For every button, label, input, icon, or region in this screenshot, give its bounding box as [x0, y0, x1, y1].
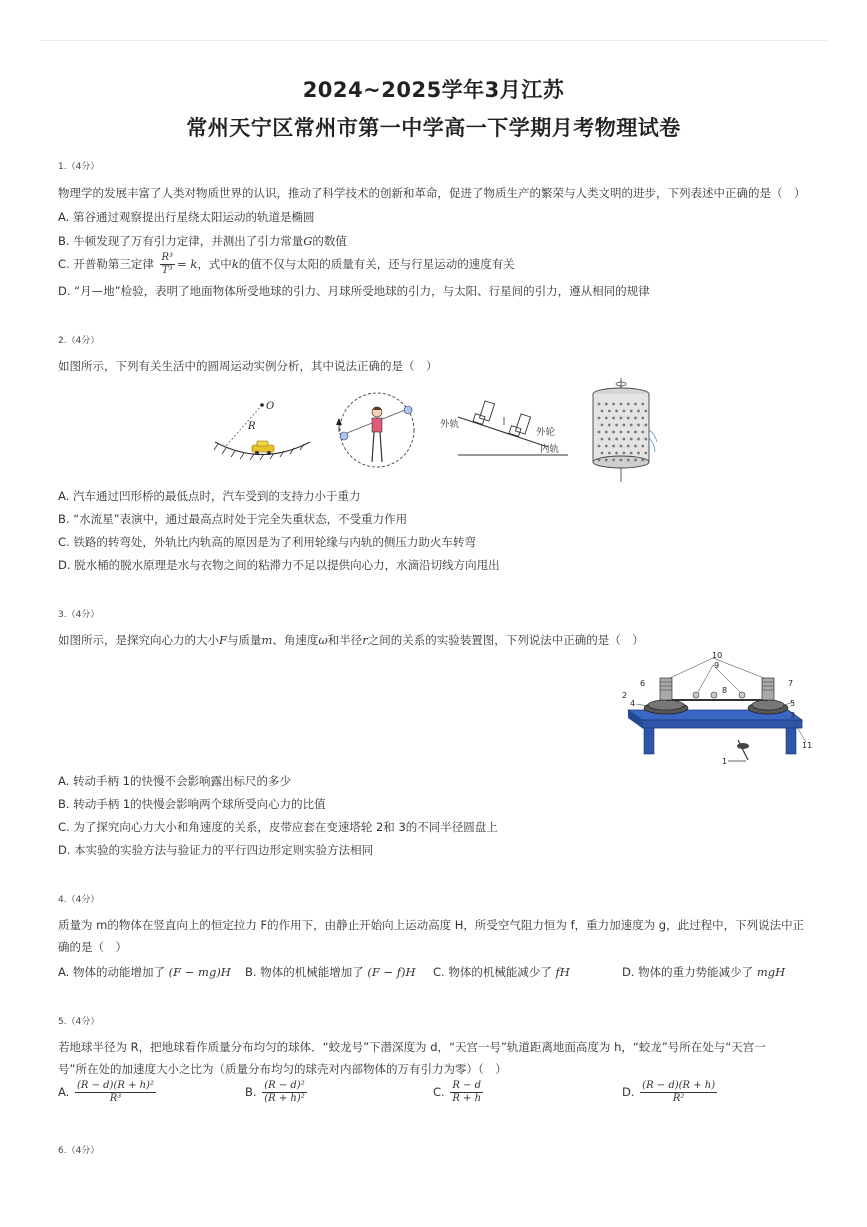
- question-4-option-d[interactable]: D. 物体的重力势能减少了 mgH: [622, 965, 786, 979]
- svg-text:2: 2: [622, 691, 628, 700]
- question-6-number: 6.（4分）: [58, 1146, 100, 1156]
- question-2-number: 2.（4分）: [58, 336, 100, 346]
- svg-text:5: 5: [790, 699, 796, 708]
- svg-text:10: 10: [712, 651, 723, 660]
- question-3-option-a[interactable]: A. 转动手柄 1的快慢不会影响露出标尺的多少: [58, 774, 291, 788]
- railway-curve-figure: [438, 397, 573, 459]
- svg-text:6: 6: [640, 679, 646, 688]
- question-5-stem-line2: 号”所在处的加速度大小之比为（质量分布均匀的球壳对内部物体的万有引力为零）（ ）: [58, 1062, 507, 1076]
- svg-text:9: 9: [714, 661, 720, 670]
- svg-text:8: 8: [722, 686, 728, 695]
- question-4-option-b[interactable]: B. 物体的机械能增加了 (F − f)H: [245, 965, 416, 979]
- question-2-option-d[interactable]: D. 脱水桶的脱水原理是水与衣物之间的粘滞力不足以提供向心力，水滴沿切线方向甩出: [58, 558, 500, 572]
- question-1-option-a[interactable]: A. 第谷通过观察提出行星绕太阳运动的轨道是椭圆: [58, 210, 315, 224]
- question-1-stem: 物理学的发展丰富了人类对物质世界的认识，推动了科学技术的创新和革命，促进了物质生产的繁荣与人类文明的进步，下列表述中正确的是（ ）: [58, 186, 806, 200]
- question-4-option-a[interactable]: A. 物体的动能增加了 (F − mg)H: [58, 965, 231, 979]
- question-5-number: 5.（4分）: [58, 1017, 100, 1027]
- question-2-option-b[interactable]: B. “水流星”表演中，通过最高点时处于完全失重状态，不受重力作用: [58, 512, 408, 526]
- svg-text:R: R: [248, 421, 256, 432]
- svg-text:内轨: 内轨: [540, 444, 560, 455]
- page-title-line1: 2024~2025学年3月江苏: [302, 78, 565, 102]
- svg-text:外轮: 外轮: [536, 427, 556, 438]
- svg-text:3: 3: [790, 711, 796, 720]
- question-2-option-a[interactable]: A. 汽车通过凹形桥的最低点时，汽车受到的支持力小于重力: [58, 489, 361, 503]
- question-1-number: 1.（4分）: [58, 162, 100, 172]
- question-5-option-d[interactable]: D. $\frac{(R - d)(R + h)}{\text{R²}}$: [622, 1080, 716, 1104]
- kepler-fraction: $\frac{\text{R³}}{\text{T³}}$: [161, 252, 174, 276]
- top-divider: [40, 40, 827, 41]
- question-1-option-d[interactable]: D. “月—地”检验，表明了地面物体所受地球的引力、月球所受地球的引力，与太阳、行星间的引力，遵从相同的规律: [58, 284, 650, 298]
- question-2-stem: 如图所示，下列有关生活中的圆周运动实例分析，其中说法正确的是（ ）: [58, 359, 438, 373]
- question-2-option-c[interactable]: C. 铁路的转弯处，外轨比内轨高的原因是为了利用轮缘与内轨的侧压力助火车转弯: [58, 535, 476, 549]
- spin-dryer-figure: [585, 378, 657, 482]
- svg-text:1: 1: [722, 757, 728, 766]
- question-5-stem-line1: 若地球半径为 R，把地球看作质量分布均匀的球体．“蛟龙号”下潜深度为 d，“天宫一号”轨道距离地面高度为 h，“蛟龙”号所在处与“天宫一: [58, 1040, 766, 1054]
- svg-text:7: 7: [788, 679, 794, 688]
- question-4-number: 4.（4分）: [58, 895, 100, 905]
- question-4-stem-line1: 质量为 m的物体在竖直向上的恒定拉力 F的作用下，由静止开始向上运动高度 H，所受空气阻力恒为 f，重力加速度为 g，此过程中，下列说法中正: [58, 918, 805, 932]
- question-4-option-c[interactable]: C. 物体的机械能减少了 fH: [433, 965, 570, 979]
- page-title-line2: 常州天宁区常州市第一中学高一下学期月考物理试卷: [186, 116, 681, 140]
- question-1-option-c[interactable]: C. 开普勒第三定律 $\frac{\text{R³}}{\text{T³}}$ = k，式中k的值不仅与太阳的质量有关，还与行星运动的速度有关: [58, 252, 515, 276]
- question-5-option-c[interactable]: C. $\frac{R - d}{R + h}$: [433, 1080, 482, 1104]
- question-1-option-b[interactable]: B. 牛顿发现了万有引力定律，并测出了引力常量G的数值: [58, 234, 347, 248]
- question-5-option-b[interactable]: B. $\frac{\text{(R − d)²}}{\text{(R + h)²}}$: [245, 1080, 305, 1104]
- question-3-option-c[interactable]: C. 为了探究向心力大小和角速度的关系，皮带应套在变速塔轮 2和 3的不同半径圆盘上: [58, 820, 498, 834]
- concave-bridge-figure: [210, 395, 315, 460]
- svg-text:外轨: 外轨: [440, 419, 460, 430]
- question-5-option-a[interactable]: A. $\frac{\text{(R − d)(R + h)²}}{\text{R³}}$: [58, 1080, 154, 1104]
- svg-text:4: 4: [630, 699, 636, 708]
- svg-text:11: 11: [802, 741, 813, 750]
- svg-text:O: O: [266, 401, 275, 412]
- question-3-number: 3.（4分）: [58, 610, 100, 620]
- question-3-option-b[interactable]: B. 转动手柄 1的快慢会影响两个球所受向心力的比值: [58, 797, 326, 811]
- centripetal-apparatus-figure: [618, 648, 818, 770]
- question-4-stem-line2: 确的是（ ）: [58, 940, 127, 954]
- question-3-option-d[interactable]: D. 本实验的实验方法与验证力的平行四边形定则实验方法相同: [58, 843, 374, 857]
- water-meteor-figure: [332, 390, 422, 472]
- question-3-stem: 如图所示，是探究向心力的大小F与质量m、角速度ω和半径r之间的关系的实验装置图，下列说法中正确的是（ ）: [58, 633, 644, 647]
